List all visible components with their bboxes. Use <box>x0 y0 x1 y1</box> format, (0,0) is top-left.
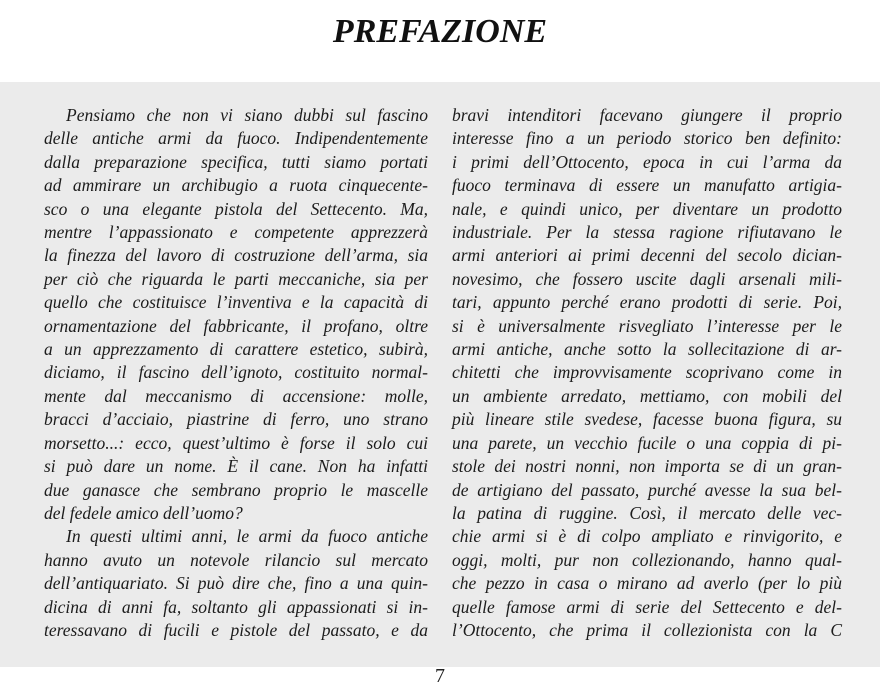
text-line: oggi, molti, pur non collezionando, hanno qual- <box>452 549 842 570</box>
text-line: industriale. Per la stessa ragione rifiutavano le <box>452 222 842 243</box>
text-line: dell’antiquariato. Si può dire che, fino a una quin- <box>44 573 428 594</box>
text-line: per ciò che riguarda le parti meccaniche, sia per <box>44 268 428 289</box>
text-line: la finezza del lavoro di costruzione dell’arma, sia <box>44 245 428 266</box>
text-line: armi anteriori ai primi decenni del secolo dician- <box>452 245 842 266</box>
page-number: 7 <box>435 665 445 687</box>
text-line: interesse fino a un periodo storico ben definito: <box>452 128 842 149</box>
text-line: mente dal meccanismo di accensione: molle, <box>44 385 428 406</box>
left-text-column <box>44 104 428 642</box>
text-line: i primi dell’Ottocento, epoca in cui l’arma da <box>452 151 842 172</box>
text-line: del fedele amico dell’uomo? <box>44 502 243 523</box>
text-line: nale, e quindi unico, per diventare un prodotto <box>452 198 842 219</box>
text-line: In questi ultimi anni, le armi da fuoco antiche <box>66 526 428 547</box>
text-line: Pensiamo che non vi siano dubbi sul fascino <box>66 105 428 125</box>
text-line: dicina di anni fa, soltanto gli appassionati si in- <box>44 596 428 617</box>
text-line: più lineare stile svedese, facesse buona figura, su <box>452 409 842 430</box>
text-line: teressavano di fucili e pistole del passato, e da <box>44 619 428 640</box>
text-line: un ambiente arredato, mettiamo, con mobili del <box>452 385 842 406</box>
text-line: tari, appunto perché erano prodotti di serie. Poi, <box>452 292 842 313</box>
text-line: quello che costituisce l’inventiva e la capacità di <box>44 292 428 313</box>
text-line: novesimo, che fossero uscite dagli arsenali mili- <box>452 268 842 289</box>
text-line: chitetti che improvvisamente scoprivano come in <box>452 362 842 383</box>
text-line: chie armi si è di colpo ampliato e rinvigorito, e <box>452 526 842 547</box>
right-text-column <box>452 104 842 642</box>
text-line: l’Ottocento, che prima il collezionista con la C <box>452 619 842 640</box>
text-line: stole dei nostri nonni, non importa se di un gran- <box>452 456 842 477</box>
text-line: quelle famose armi di serie del Settecento e del- <box>452 596 842 617</box>
text-line: dalla preparazione specifica, tutti siamo portati <box>44 151 428 172</box>
text-line: bracci d’acciaio, piastrine di ferro, uno strano <box>44 409 428 430</box>
text-line: morsetto...: ecco, quest’ultimo è forse il solo cui <box>44 432 428 453</box>
text-line: si può dare un nome. È il cane. Non ha infatti <box>44 456 428 477</box>
text-line: fuoco terminava di essere un manufatto artigia- <box>452 175 842 196</box>
text-line: de artigiano del passato, purché avesse la sua bel- <box>452 479 842 500</box>
text-line: mentre l’appassionato e competente apprezzerà <box>44 222 428 243</box>
text-line: che pezzo in casa o mirano ad averlo (per lo più <box>452 573 842 594</box>
text-line: la patina di ruggine. Così, il mercato delle vec- <box>452 502 842 523</box>
text-line: una parete, un vecchio fucile o una coppia di pi- <box>452 432 842 453</box>
text-line: ad ammirare un archibugio a ruota cinquecente- <box>44 175 428 196</box>
text-line: hanno avuto un notevole rilancio sul mercato <box>44 549 428 570</box>
text-line: ornamentazione del fabbricante, il profano, oltre <box>44 315 428 336</box>
text-line: due ganasce che sembrano proprio le mascelle <box>44 479 428 500</box>
text-line: bravi intenditori facevano giungere il proprio <box>452 105 842 125</box>
text-line: delle antiche armi da fuoco. Indipendentemente <box>44 128 428 149</box>
text-line: a un apprezzamento di carattere estetico, subirà, <box>44 339 428 360</box>
text-line: sco o una elegante pistola del Settecento. Ma, <box>44 198 428 219</box>
text-line: si è universalmente risvegliato l’interesse per le <box>452 315 842 336</box>
text-line: diciamo, il fascino dell’ignoto, costituito normal- <box>44 362 428 383</box>
text-line: armi antiche, anche sotto la sollecitazione di ar- <box>452 339 842 360</box>
page-title: PREFAZIONE <box>332 13 548 50</box>
